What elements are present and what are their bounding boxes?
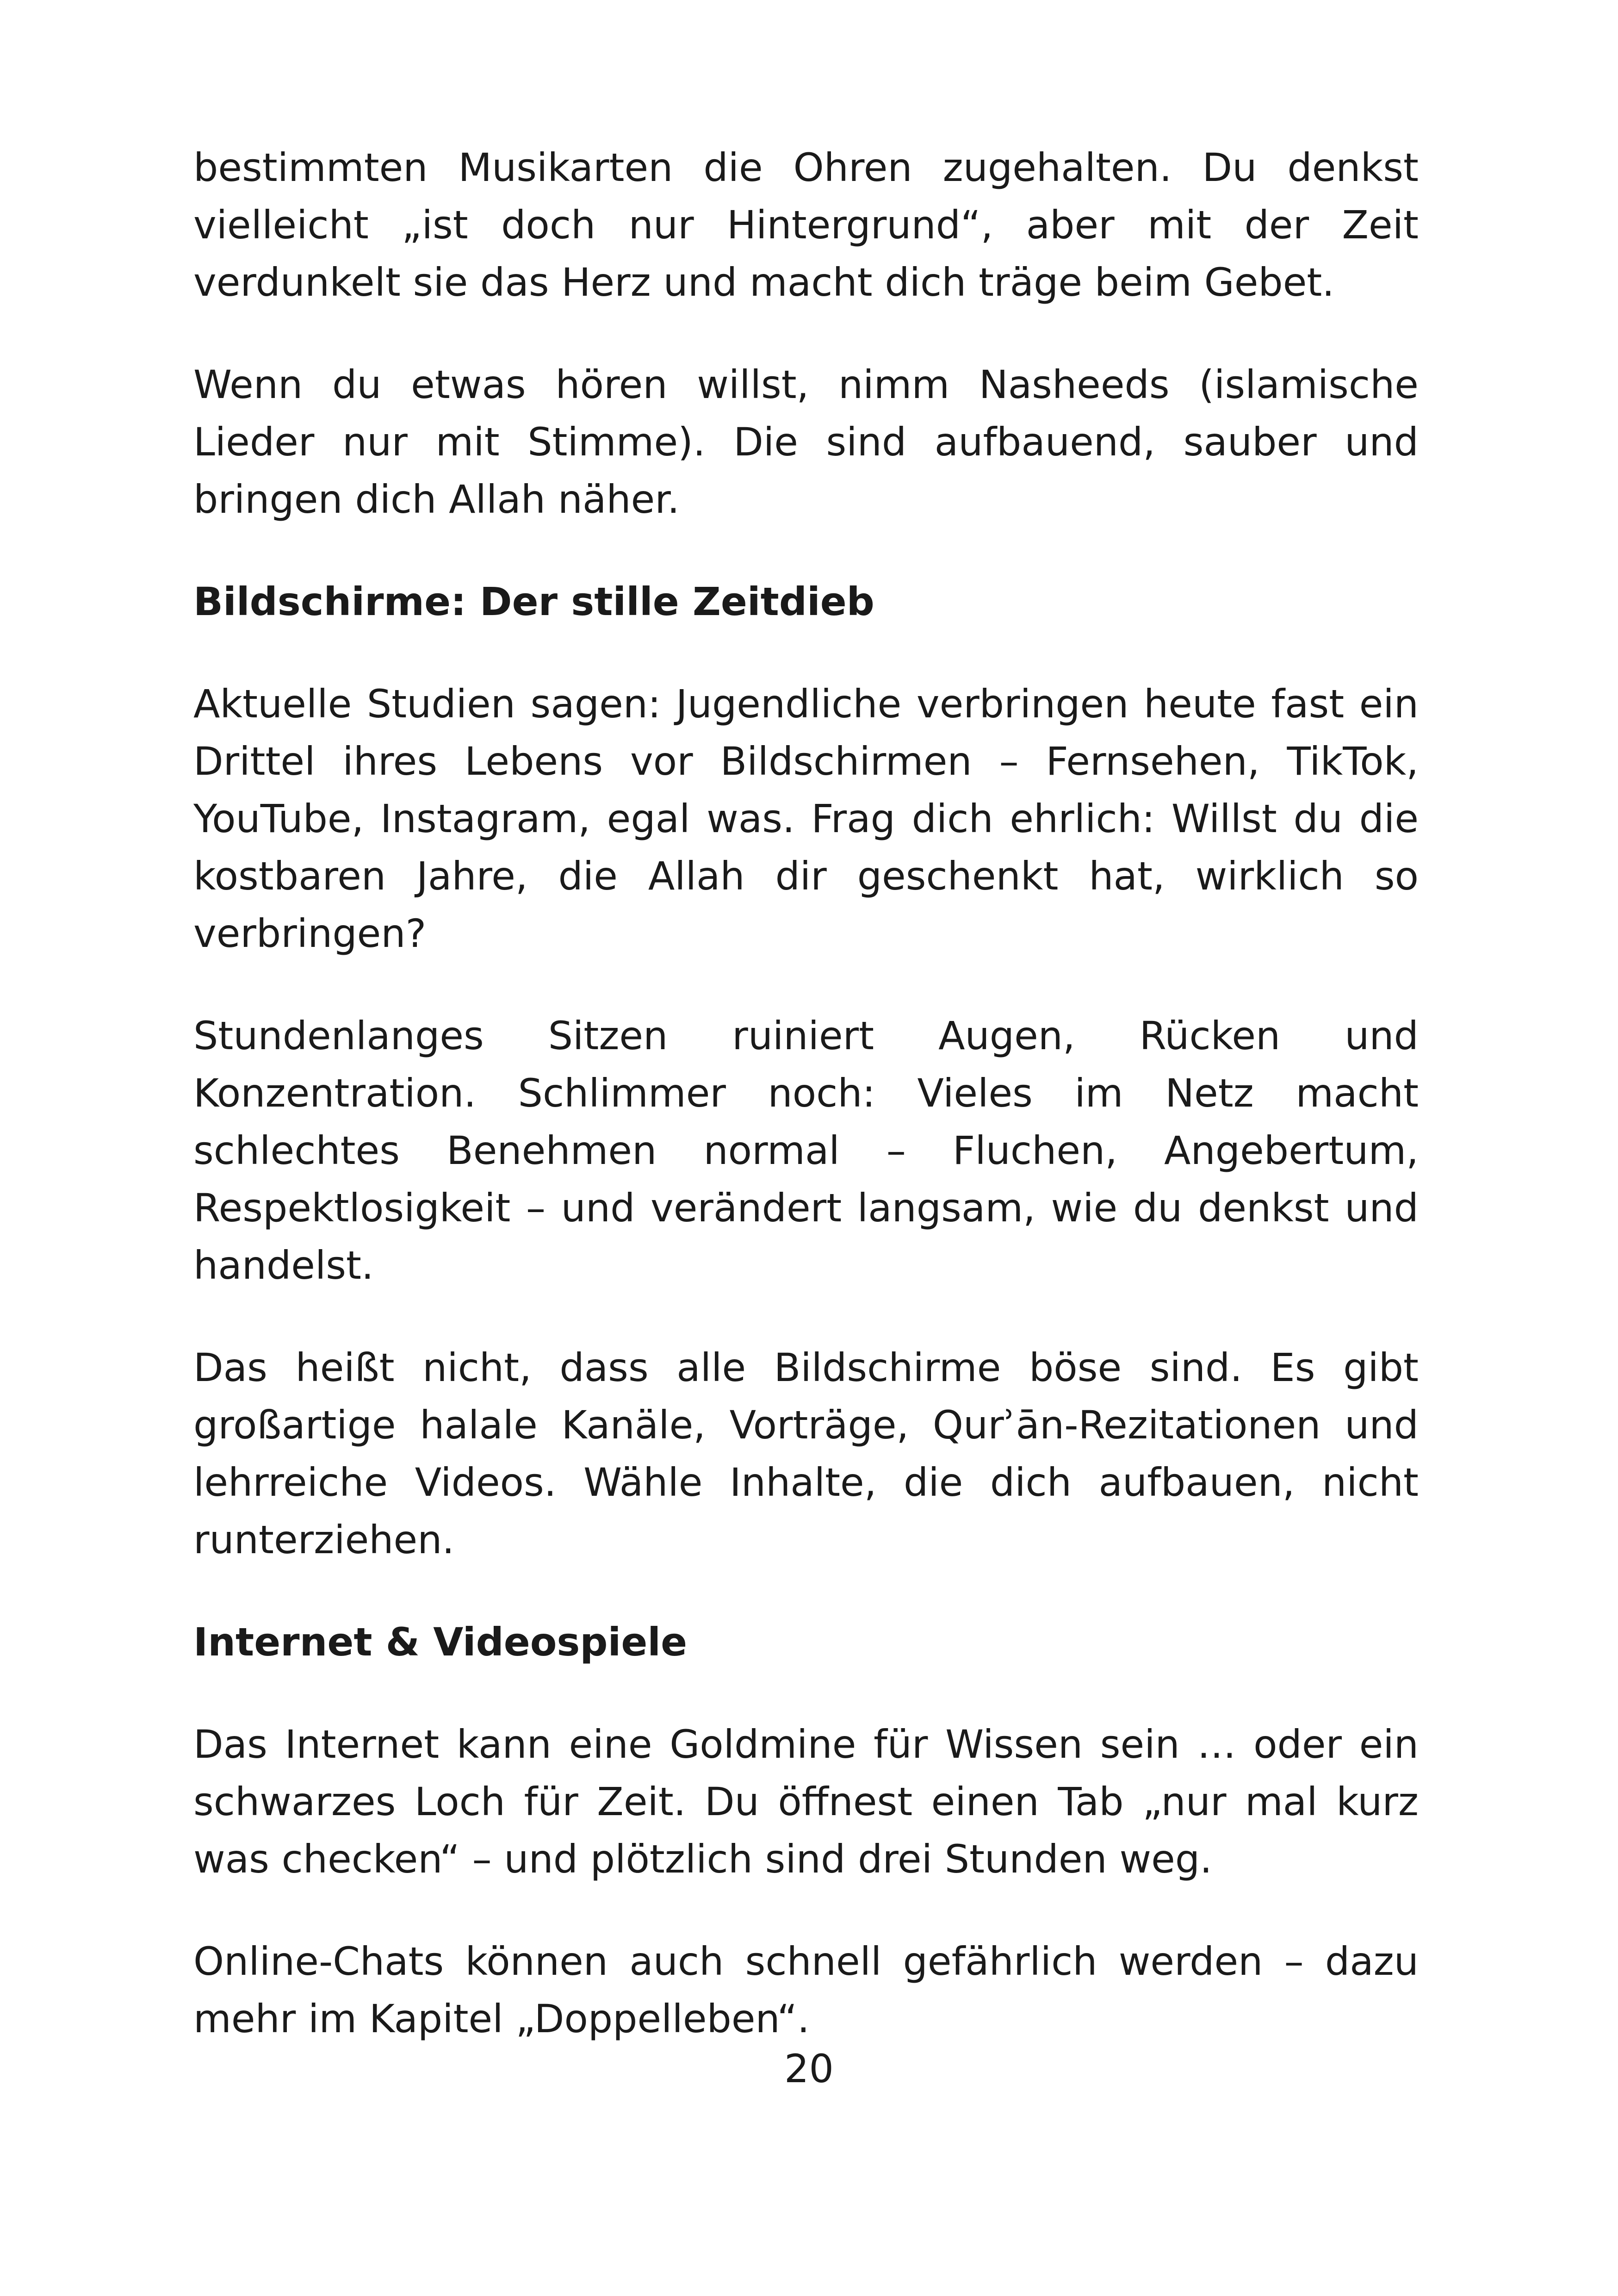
paragraph-halal-content: Das heißt nicht, dass alle Bildschirme böse sind. Es gibt großartige halale Kanäle, Vorträge, Qurʾān-Rezitationen und lehrreiche Videos. Wähle Inhalte, die dich aufbauen, nicht runterziehen.: [193, 1345, 1419, 1562]
paragraph-online-chats: Online-Chats können auch schnell gefährlich werden – dazu mehr im Kapitel „Doppelleben“.: [193, 1939, 1419, 2041]
paragraph-studies: Aktuelle Studien sagen: Jugendliche verbringen heute fast ein Drittel ihres Lebens vor Bildschirmen – Fernsehen, TikTok, YouTube, Instagram, egal was. Frag dich ehrlich: Willst du die kostbaren Jahre, die Allah dir geschenkt hat, wirklich so verbringen?: [193, 681, 1419, 956]
paragraph-sitting: Stundenlanges Sitzen ruiniert Augen, Rücken und Konzentration. Schlimmer noch: Vieles im Netz macht schlechtes Benehmen normal – Fluchen, Angebertum, Respektlosigkeit – und verändert langsam, wie du denkst und handelst.: [193, 1013, 1419, 1288]
section-heading-internet: Internet & Videospiele: [193, 1619, 688, 1665]
paragraph-internet: Das Internet kann eine Goldmine für Wissen sein … oder ein schwarzes Loch für Zeit. Du öffnest einen Tab „nur mal kurz was checken“ – und plötzlich sind drei Stunden weg.: [193, 1722, 1419, 1882]
page-body: [193, 139, 1419, 2047]
paragraph-music-continuation: bestimmten Musikarten die Ohren zugehalten. Du denkst vielleicht „ist doch nur Hintergrund“, aber mit der Zeit verdunkelt sie das Herz und macht dich träge beim Gebet.: [193, 145, 1419, 305]
section-heading-screens: Bildschirme: Der stille Zeitdieb: [193, 579, 874, 624]
page-number: 20: [784, 2046, 834, 2091]
paragraph-nasheeds: Wenn du etwas hören willst, nimm Nasheeds (islamische Lieder nur mit Stimme). Die sind aufbauend, sauber und bringen dich Allah näher.: [193, 362, 1419, 522]
